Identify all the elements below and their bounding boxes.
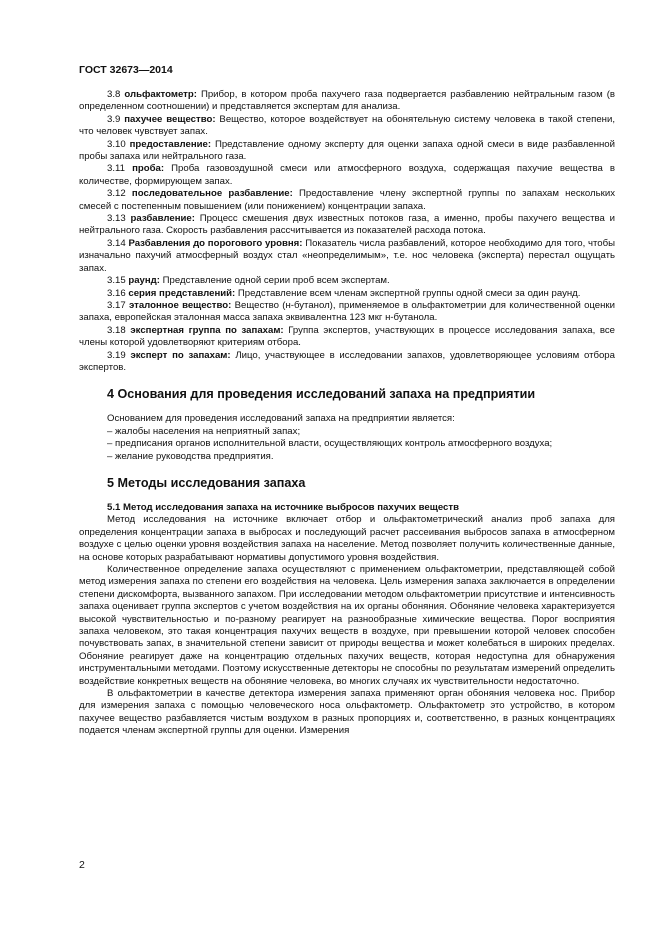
definition-term: предоставление: <box>129 138 212 150</box>
definition-number: 3.15 <box>107 275 126 287</box>
definition-number: 3.14 <box>107 237 126 249</box>
definition-term: серия представлений: <box>128 287 236 299</box>
definition-text: Представление всем членам экспертной группы одной смеси за один раунд. <box>235 287 581 299</box>
definition-number: 3.17 <box>107 299 126 311</box>
definition-item <box>79 238 615 275</box>
definition-term: эталонное вещество: <box>128 299 232 311</box>
definition-term: ольфактометр: <box>124 89 197 100</box>
definition-number: 3.8 <box>107 89 121 100</box>
document-body <box>79 89 615 738</box>
definition-term: последовательное разбавление: <box>131 188 293 200</box>
definition-text: Вещество (н-бутанол), применяемое в ольфактометрии для количественной оценки запаха, европейская эталонная масса запаха эквивалентна 123 мкг н-бутанола. <box>79 299 615 324</box>
definition-text: Проба газовоздушной смеси или атмосферного воздуха, содержащая пахучие вещества в количестве, формирующем запах. <box>79 163 615 187</box>
definition-text: Процесс смешения двух известных потоков газа, а именно, пробы пахучего вещества и нейтрального газа. Скорость разбавления рассчитывается из показателей расхода потока. <box>79 213 615 237</box>
definition-item <box>79 188 615 213</box>
definition-text: Предоставление члену экспертной группы по запахам нескольких смесей с постепенным повышением (или понижением) концентрации запаха. <box>79 188 615 212</box>
definition-text: Группа экспертов, участвующих в процессе исследования запаха, все члены которой удовлетворяют критериям отбора. <box>79 324 616 349</box>
section-4-item: – предписания органов исполнительной власти, осуществляющих контроль атмосферного воздуха; <box>107 438 553 450</box>
definition-item <box>79 89 615 114</box>
definition-text: Прибор, в котором проба пахучего газа подвергается разбавлению нейтральным газом (в определенном соотношении) и представляется экспертам для анализа. <box>79 89 616 113</box>
definition-number: 3.13 <box>107 213 126 225</box>
section-5-heading: 5 Методы исследования запаха <box>107 475 306 490</box>
section-5-1-heading: 5.1 Метод исследования запаха на источнике выбросов пахучих веществ <box>107 501 459 513</box>
section-4-heading: 4 Основания для проведения исследований запаха на предприятии <box>107 387 536 402</box>
section-4-intro: Основанием для проведения исследований запаха на предприятии является: <box>107 413 455 425</box>
definition-term: раунд: <box>128 275 160 287</box>
definition-term: пахучее вещество: <box>124 113 216 125</box>
definition-number: 3.16 <box>107 287 126 299</box>
document-code: ГОСТ 32673—2014 <box>79 64 173 76</box>
section-5-paragraph: Метод исследования на источнике включает отбор и ольфактометрический анализ проб запаха для определения концентрации запаха в выбросах и последующий расчет рассеивания выбросов запаха в атмосферном воздухе с целью оценки уровня воздействия запаха на население. Метод позволяет получить количественные данные, на основе которых разрабатывают нормативы допустимого уровня воздействия. <box>79 514 615 563</box>
definition-item <box>79 163 615 188</box>
section-5-paragraph: В ольфактометрии в качестве детектора измерения запаха применяют орган обоняния человека нос. Прибор для измерения запаха с помощью человеческого носа ольфактометр. Ольфактометр это устройство, в котором пахучее вещество разбавляется чистым воздухом в разных пропорциях и, соответственно, в разных концентрациях подается членам экспертной группы для оценки. Измерения <box>79 688 615 737</box>
definition-item <box>79 288 615 300</box>
definition-item <box>79 213 615 238</box>
definition-number: 3.11 <box>107 163 125 175</box>
definition-text: Вещество, которое воздействует на обонятельную систему человека в такой степени, что человек чувствует запах. <box>79 113 615 138</box>
definition-item <box>79 350 615 375</box>
definition-item <box>79 325 615 350</box>
definition-text: Показатель числа разбавлений, которое необходимо для того, чтобы изначально пахучий атмосферный воздух стал «неопределимым», т.е. нос человека (эксперта) перестал ощущать запах. <box>79 237 616 274</box>
definition-number: 3.19 <box>107 349 126 361</box>
definition-number: 3.18 <box>107 324 126 336</box>
definition-text: Представление одному эксперту для оценки запаха одной смеси в виде разбавленной пробы запаха или нейтрального газа. <box>79 138 616 163</box>
definition-item <box>79 139 615 164</box>
definition-item <box>79 300 615 325</box>
definition-number: 3.9 <box>107 113 121 125</box>
section-4-item: – желание руководства предприятия. <box>107 450 274 462</box>
section-4-item: – жалобы населения на неприятный запах; <box>107 425 301 437</box>
section-5-paragraph: Количественное определение запаха осуществляют с применением ольфактометрии, представляющей собой метод измерения запаха по степени его воздействия на человека. Цель измерения запаха заключается в определении степени дискомфорта, вызванного запахом. При исследовании методом ольфактометрии присутствие и интенсивность запаха оценивает группа экспертов с учетом воздействия на их органы обоняния. Обоняние человека характеризуется высокой чувствительностью и по-разному реагирует на разнообразные химические вещества. Порог восприятия запаха человеком, это такая концентрация пахучих веществ в воздухе, при превышении которой человек способен почувствовать запах, в значительной степени зависит от природы вещества и может колебаться в широких пределах. Обоняние реагирует даже на концентрацию отдельных пахучих веществ, которая недоступна для обнаружения инструментальными методами. Поэтому искусственные детекторы не способны по результатам измерений определить воздействие конкретных веществ на обоняние человека, во многих случаях их чувствительности недостаточно. <box>79 564 615 687</box>
definition-number: 3.12 <box>107 188 126 200</box>
definition-term: Разбавления до порогового уровня: <box>128 237 303 249</box>
definition-term: экспертная группа по запахам: <box>130 324 284 336</box>
definition-term: разбавление: <box>130 213 195 225</box>
definition-text: Лицо, участвующее в исследовании запахов, удовлетворяющее условиям отбора экспертов. <box>79 349 615 373</box>
definition-text: Представление одной серии проб всем экспертам. <box>159 275 390 287</box>
definition-term: эксперт по запахам: <box>130 349 231 361</box>
definition-item <box>79 114 615 139</box>
definition-item <box>79 275 615 287</box>
definition-term: проба: <box>132 163 165 175</box>
definition-number: 3.10 <box>107 138 126 150</box>
page-number: 2 <box>79 859 85 871</box>
definitions-list <box>79 89 615 374</box>
